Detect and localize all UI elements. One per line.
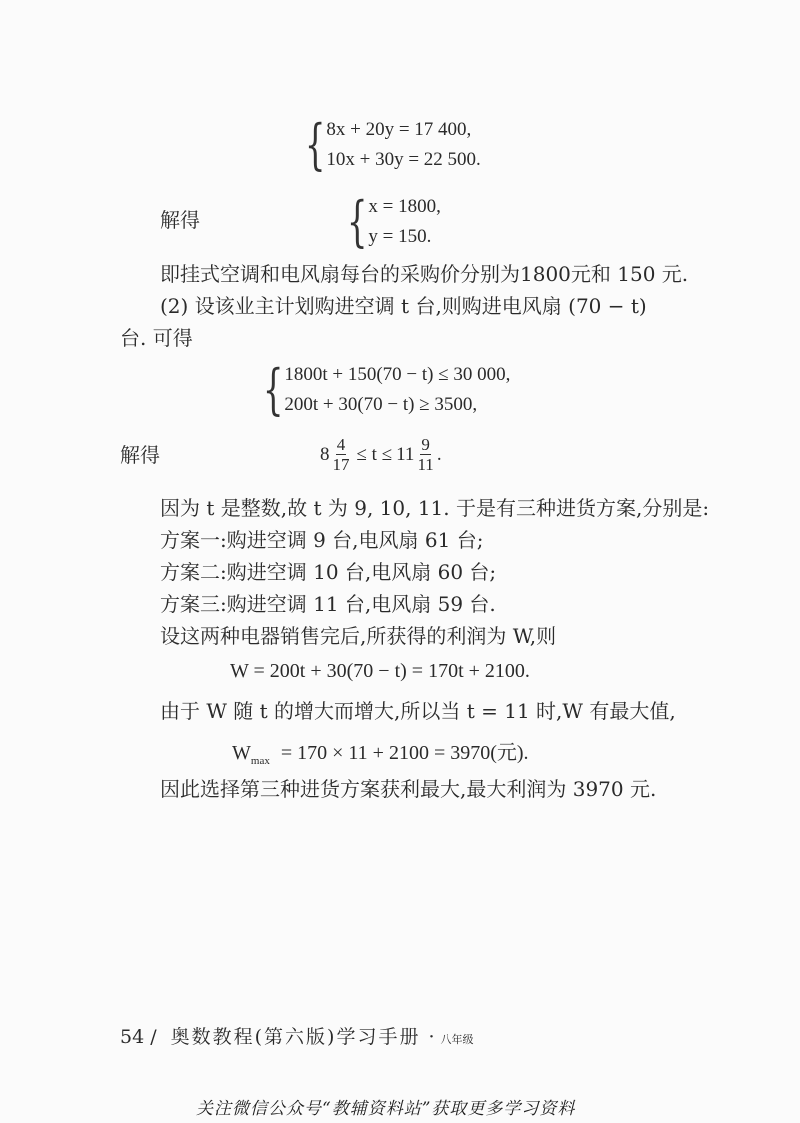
left-brace: {	[262, 358, 284, 421]
wmax-symbol: W	[232, 742, 251, 764]
page-number: 54 /	[120, 1026, 157, 1048]
system1-eq1: 8x + 20y = 17 400,	[326, 119, 472, 140]
wmax-subscript: max	[250, 755, 270, 767]
left-brace: {	[304, 113, 326, 176]
left-fraction	[332, 435, 351, 474]
page-footer	[120, 1022, 474, 1049]
book-title: 奥数教程(第六版)学习手册 ·	[170, 1026, 437, 1048]
paragraph-increase: 由于 W 随 t 的增大而增大,所以当 t = 11 时,W 有最大值,	[160, 699, 676, 723]
system2-eq1: 1800t + 150(70 − t) ≤ 30 000,	[284, 364, 511, 385]
paragraph-part2-line2: 台. 可得	[120, 326, 193, 350]
right-fraction	[416, 435, 434, 474]
inequality-system	[256, 360, 510, 420]
grade-label: 八年级	[440, 1033, 474, 1046]
left-numerator: 4	[336, 435, 346, 454]
paragraph-profit-intro: 设这两种电器销售完后,所获得的利润为 W,则	[160, 624, 557, 648]
formula-wmax	[232, 736, 529, 767]
paragraph-conclusion: 因此选择第三种进货方案获利最大,最大利润为 3970 元.	[160, 777, 657, 801]
right-numerator: 9	[421, 435, 430, 454]
right-denominator: 11	[417, 455, 434, 474]
plan-1: 方案一:购进空调 9 台,电风扇 61 台;	[160, 528, 484, 552]
left-denominator: 17	[332, 455, 350, 474]
solution1-eq1: x = 1800,	[368, 196, 441, 217]
left-brace: {	[346, 190, 368, 253]
solve-label-2: 解得	[120, 443, 160, 467]
solve-label-1: 解得	[160, 208, 200, 232]
inequality-middle: ≤ t ≤	[356, 443, 393, 465]
equation-system-1	[298, 115, 481, 175]
wmax-expression: = 170 × 11 + 2100 = 3970(元).	[280, 742, 529, 764]
inequality-result	[320, 435, 442, 474]
system1-eq2: 10x + 30y = 22 500.	[326, 149, 481, 170]
left-whole: 8	[320, 443, 330, 465]
formula-w: W = 200t + 30(70 − t) = 170t + 2100.	[230, 660, 530, 682]
right-whole: 11	[396, 443, 415, 465]
inequality-end: .	[436, 443, 442, 465]
system2-eq2: 200t + 30(70 − t) ≥ 3500,	[284, 394, 478, 415]
paragraph-prices: 即挂式空调和电风扇每台的采购价分别为1800元和 150 元.	[160, 262, 689, 286]
solution-system-1	[340, 192, 441, 252]
bottom-note: 关注微信公众号“教辅资料站”获取更多学习资料	[196, 1099, 576, 1119]
solution1-eq2: y = 150.	[368, 226, 432, 247]
plan-3: 方案三:购进空调 11 台,电风扇 59 台.	[160, 592, 496, 616]
paragraph-integer: 因为 t 是整数,故 t 为 9, 10, 11. 于是有三种进货方案,分别是:	[160, 496, 710, 520]
plan-2: 方案二:购进空调 10 台,电风扇 60 台;	[160, 560, 497, 584]
paragraph-part2-line1: (2) 设该业主计划购进空调 t 台,则购进电风扇 (70 − t)	[160, 294, 647, 318]
